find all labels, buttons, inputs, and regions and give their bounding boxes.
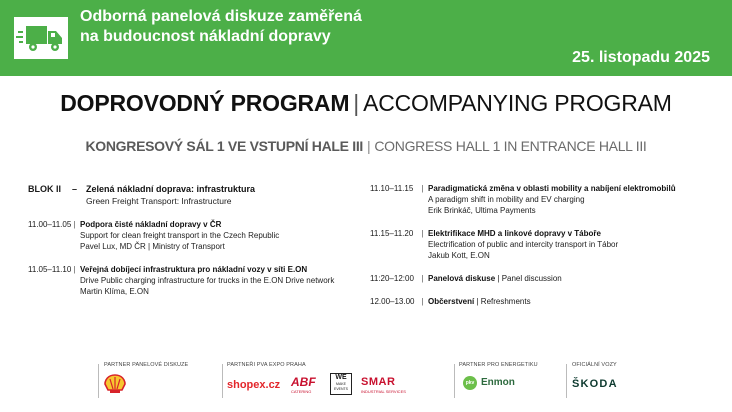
event-title-line2: na budoucnost nákladní dopravy: [80, 28, 331, 45]
event-date: 25. listopadu 2025: [572, 49, 710, 66]
skoda-logo: ŠKODA: [572, 378, 618, 390]
item-subtitle: Electrification of public and intercity transport in Tábor: [428, 240, 619, 249]
item-bar: |: [73, 265, 76, 274]
partner-group-cars: [572, 362, 672, 412]
item-title: Paradigmatická změna v oblasti mobility a nabíjení elektromobilů: [428, 184, 676, 193]
item-bar: |: [421, 184, 424, 193]
item-title: Panelová diskuse: [428, 274, 496, 283]
item-detail: | Panel discussion: [497, 274, 562, 283]
schedule-item: [370, 183, 715, 216]
partner-divider: [566, 364, 567, 398]
item-speaker: Pavel Lux, MD ČR | Ministry of Transport: [80, 242, 225, 251]
we-logo-text3: EVENTS: [333, 387, 348, 391]
hall-location: [0, 138, 732, 154]
abf-logo: ABF: [291, 375, 316, 389]
partner-divider: [98, 364, 99, 398]
item-speaker: Martin Klíma, E.ON: [80, 287, 149, 296]
title-separator: |: [353, 90, 360, 116]
partners-footer: [0, 362, 732, 412]
schedule-item: [28, 264, 348, 297]
shopex-logo: shopex.cz: [227, 379, 281, 391]
delivery-truck-icon: [14, 17, 68, 59]
we-logo-text2: MAKE: [336, 382, 346, 386]
program-title: [0, 90, 732, 117]
partner-group-expo: [227, 362, 449, 412]
partner-label: PARTNER PANELOVÉ DISKUZE: [104, 362, 189, 368]
partner-divider: [222, 364, 223, 398]
block-title-cz: Zelená nákladní doprava: infrastruktura: [86, 184, 256, 194]
item-time: 11.05–11.10: [28, 265, 72, 274]
schedule-item: [28, 219, 348, 252]
hall-en: CONGRESS HALL 1 IN ENTRANCE HALL III: [374, 138, 647, 154]
partner-label: PARTNEŘI PVA EXPO PRAHA: [227, 362, 306, 368]
partner-group-panel: [104, 362, 216, 412]
item-title: Občerstvení: [428, 297, 475, 306]
schedule-left-column: [28, 183, 348, 309]
block-title-en: Green Freight Transport: Infrastructure: [86, 196, 232, 206]
item-time: 11.00–11.05: [28, 220, 72, 229]
item-speaker: Jakub Kott, E.ON: [428, 251, 490, 260]
schedule-item: [370, 296, 715, 307]
event-title: [80, 7, 362, 47]
smar-logo-sub: INDUSTRIAL SERVICES: [361, 389, 406, 394]
hall-cz: KONGRESOVÝ SÁL 1 VE VSTUPNÍ HALE III: [85, 138, 364, 154]
item-time: 11:20–12:00: [370, 274, 414, 283]
item-time: 11.10–11.15: [370, 184, 414, 193]
block-header: [28, 183, 348, 207]
partner-group-energy: [459, 362, 559, 412]
item-bar: |: [421, 274, 424, 283]
schedule-right-column: [370, 183, 715, 319]
item-title: Podpora čisté nákladní dopravy v ČR: [80, 220, 222, 229]
event-title-line1: Odborná panelová diskuze zaměřená: [80, 8, 362, 25]
we-make-events-logo: [330, 373, 352, 395]
block-dash: –: [72, 184, 78, 194]
we-logo-text: WE: [335, 374, 347, 381]
item-speaker: Erik Brinkáč, Ultima Payments: [428, 206, 536, 215]
enmon-logo: Enmon: [481, 377, 515, 388]
item-bar: |: [421, 229, 424, 238]
partner-label: PARTNER PRO ENERGETIKU: [459, 362, 538, 368]
item-detail: | Refreshments: [476, 297, 531, 306]
item-subtitle: Drive Public charging infrastructure for trucks in the E.ON Drive network: [80, 276, 335, 285]
item-title: Veřejná dobíjecí infrastruktura pro nákladní vozy v síti E.ON: [80, 265, 308, 274]
abf-logo-sub: CATERING: [291, 389, 312, 394]
header-banner: [0, 0, 732, 76]
pkv-logo: pkv: [463, 376, 477, 390]
item-subtitle: A paradigm shift in mobility and EV charging: [428, 195, 585, 204]
shell-logo-icon: [104, 374, 126, 394]
item-bar: |: [421, 297, 424, 306]
partner-label: OFICIÁLNÍ VOZY: [572, 362, 617, 368]
partner-divider: [454, 364, 455, 398]
item-time: 11.15–11.20: [370, 229, 414, 238]
hall-separator: |: [367, 138, 371, 154]
schedule-item: [370, 228, 715, 261]
smar-logo: SMAR: [361, 376, 396, 388]
truck-icon-box: [14, 17, 68, 59]
schedule-item: [370, 273, 715, 284]
item-bar: |: [73, 220, 76, 229]
item-title: Elektrifikace MHD a linkové dopravy v Táboře: [428, 229, 601, 238]
program-title-cz: DOPROVODNÝ PROGRAM: [60, 90, 350, 116]
item-subtitle: Support for clean freight transport in the Czech Republic: [80, 231, 280, 240]
block-label: BLOK II: [28, 184, 61, 194]
item-time: 12.00–13.00: [370, 297, 415, 306]
program-title-en: ACCOMPANYING PROGRAM: [363, 90, 672, 116]
